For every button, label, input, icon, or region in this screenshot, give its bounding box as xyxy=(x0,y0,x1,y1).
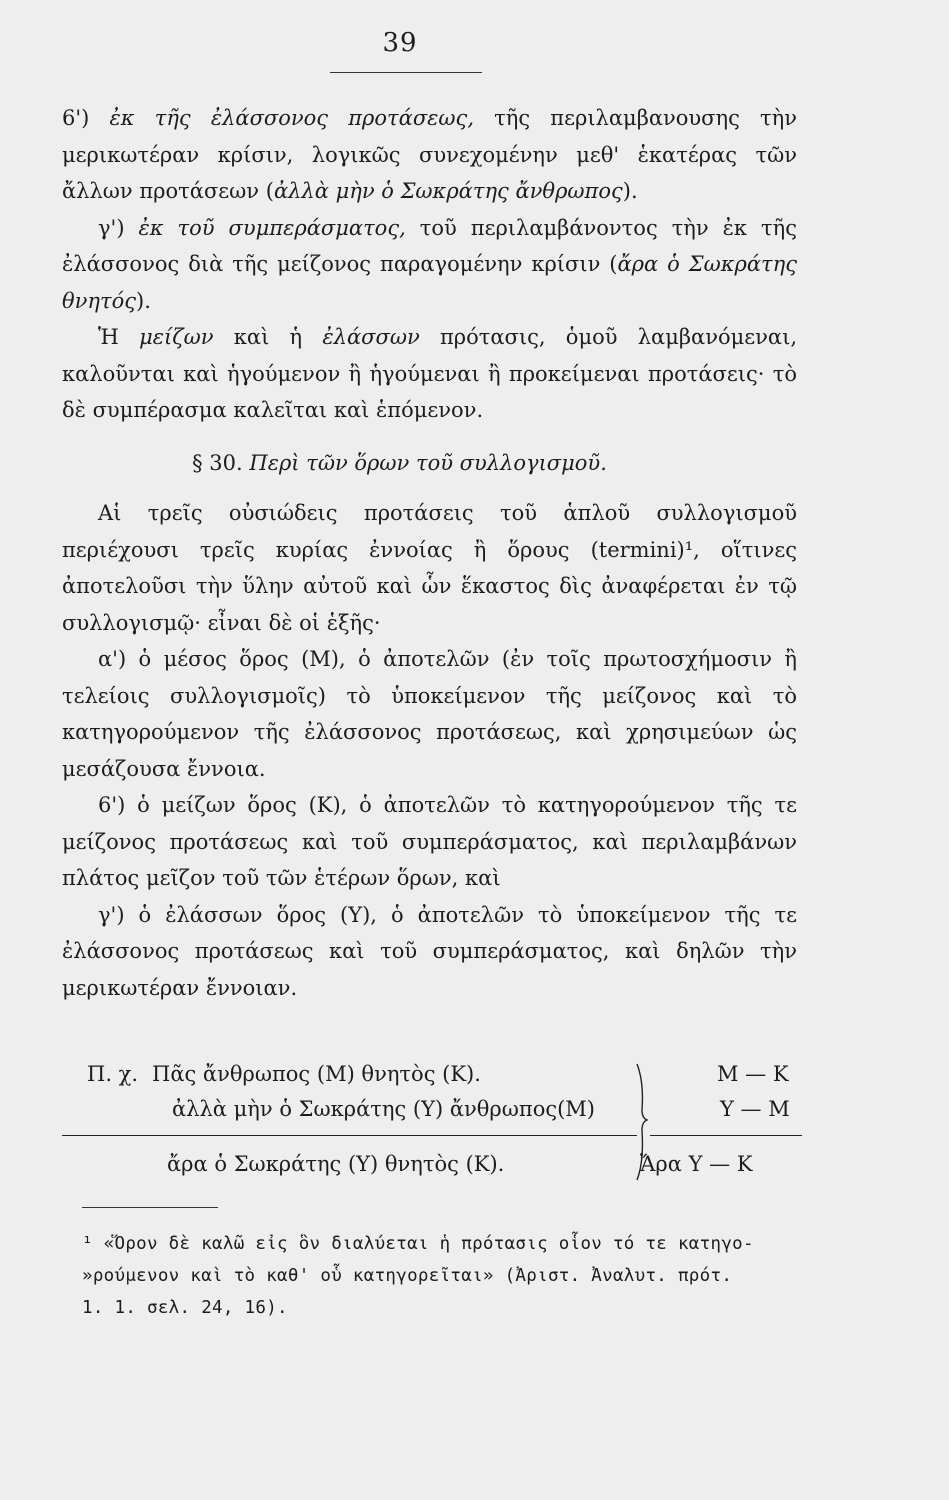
page-number: 39 xyxy=(382,28,418,58)
italic-term: μείζων xyxy=(139,325,214,349)
paragraph-text: πρότασις, ὁμοῦ λαμβανόμεναι, καλοῦνται καὶ ἡγούμενον ἢ ἡγούμεναι ἢ προκείμεναι προτάσεις· τὸ δὲ συμπέρασμα καλεῖται καὶ ἑπόμενον. xyxy=(62,325,798,422)
paragraph-text: ). xyxy=(136,288,151,313)
paragraph-text: καὶ ἡ xyxy=(213,325,323,349)
footnote-line: »ρούμενον καὶ τὸ καθ' οὗ κατηγορεῖται» (Ἀριστ. Ἀναλυτ. πρότ. xyxy=(82,1266,733,1286)
formula-major: Μ — Κ xyxy=(717,1062,789,1086)
main-text xyxy=(62,100,797,1006)
footnote-rule xyxy=(82,1207,218,1208)
paragraph-middle-term: α') ὁ μέσος ὅρος (Μ), ὁ ἀποτελῶν (ἐν τοῖς πρωτοσχήμοσιν ἢ τελείοις συλλογισμοῖς) τὸ ὑποκείμενον τῆς μείζονος καὶ τὸ κατηγορούμενον τῆς ἐλάσσονος προτάσεως, καὶ χρησιμεύων ὡς μεσάζουσα ἔννοια. xyxy=(62,647,797,781)
paragraph-premises xyxy=(62,319,797,429)
paragraph-text: Ἡ xyxy=(98,325,140,349)
enum-c: γ') xyxy=(98,215,139,240)
paragraph-terms-intro: Αἱ τρεῖς οὐσιώδεις προτάσεις τοῦ ἁπλοῦ συλλογισμοῦ περιέχουσι τρεῖς κυρίας ἐννοίας ἢ ὅρους (termini)¹, οἵτινες ἀποτελοῦσι τὴν ὕλην αὐτοῦ καὶ ὧν ἕκαστος δὶς ἀναφέρεται ἐν τῷ συλλογισμῷ· εἶναι δὲ οἱ ἑξῆς· xyxy=(62,501,797,635)
header-rule xyxy=(330,72,482,73)
paragraph-text: τῆς περιλαμβανουσης τὴν μερικωτέραν κρίσιν, λογικῶς συνεχομένην μεθ' ἑκατέρας τῶν ἄλλων προτάσεων ( xyxy=(62,106,797,203)
italic-term: ἐκ τῆς ἐλάσσονος προτάσεως, xyxy=(109,106,474,130)
italic-term: ἐκ τοῦ συμπεράσματος, xyxy=(138,215,406,240)
italic-example: ἀλλὰ μὴν ὁ Σωκράτης ἄνθρωπος xyxy=(273,179,623,203)
example-minor-premise: ἀλλὰ μὴν ὁ Σωκράτης (Υ) ἄνθρωπος(Μ) xyxy=(172,1097,595,1121)
formula-minor: Υ — Μ xyxy=(720,1097,790,1121)
example-major-premise: Πᾶς ἄνθρωπος (Μ) θνητὸς (Κ). xyxy=(152,1062,481,1086)
example-rule-right xyxy=(650,1135,802,1136)
paragraph-text: ). xyxy=(622,179,638,203)
example-conclusion: ἄρα ὁ Σωκράτης (Υ) θνητὸς (Κ). xyxy=(167,1152,505,1176)
paragraph-minor-premise xyxy=(62,100,797,210)
syllogism-example xyxy=(62,1052,802,1192)
section-heading xyxy=(62,445,797,482)
paragraph-text: τοῦ περιλαμβάνοντος τὴν ἐκ τῆς ἐλάσσονος διὰ τῆς μείζονος παραγομένην κρίσιν ( xyxy=(62,215,797,276)
section-number: § 30. xyxy=(192,450,243,475)
example-label: Π. χ. xyxy=(87,1062,139,1086)
section-title: Περὶ τῶν ὅρων τοῦ συλλογισμοῦ. xyxy=(249,450,607,475)
paragraph-major-term: 6') ὁ μείζων ὅρος (Κ), ὁ ἀποτελῶν τὸ κατηγορούμενον τῆς τε μείζονος προτάσεως καὶ τοῦ συμπεράσματος, καὶ περιλαμβάνων πλάτος μεῖζον τοῦ τῶν ἑτέρων ὅρων, καὶ xyxy=(62,793,797,890)
paragraph-minor-term: γ') ὁ ἐλάσσων ὅρος (Υ), ὁ ἀποτελῶν τὸ ὑποκείμενον τῆς τε ἐλάσσονος προτάσεως καὶ τοῦ συμπεράσματος, καὶ δηλῶν τὴν μερικωτέραν ἔννοιαν. xyxy=(62,902,797,1000)
paragraph-conclusion xyxy=(62,210,797,320)
enum-b: 6') xyxy=(62,106,110,130)
footnote-line: 1. 1. σελ. 24, 16). xyxy=(82,1298,288,1318)
example-rule-left xyxy=(62,1135,637,1136)
italic-example: ἄρα ὁ Σωκράτης θνητός xyxy=(62,252,797,313)
footnote-line: ¹ «Ὅρον δὲ καλῶ εἰς ὃν διαλύεται ἡ πρότασις οἷον τό τε κατηγο- xyxy=(82,1234,754,1254)
footnote xyxy=(82,1228,802,1324)
italic-term: ἐλάσσων xyxy=(322,325,420,349)
formula-conclusion: Ἄρα Υ — Κ xyxy=(640,1152,753,1176)
